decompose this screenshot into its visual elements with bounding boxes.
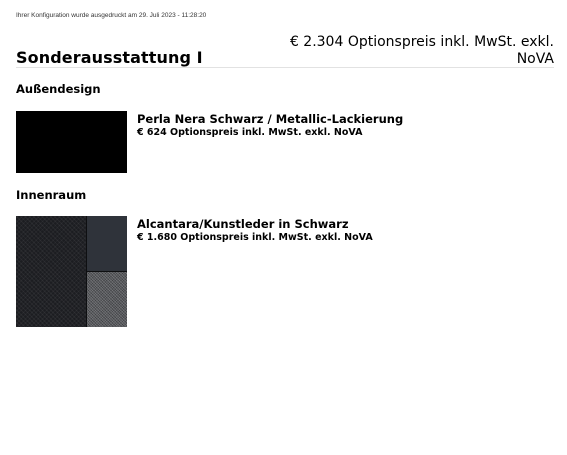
alcantara-texture	[16, 216, 86, 327]
option-item-name: Alcantara/Kunstleder in Schwarz	[137, 217, 349, 231]
option-item-upholstery	[16, 216, 554, 327]
section-heading-exterior: Außendesign	[16, 82, 101, 96]
upholstery-material-swatch	[16, 216, 127, 327]
option-item-price: € 1.680 Optionspreis inkl. MwSt. exkl. NoVA	[137, 232, 373, 243]
print-timestamp-note: Ihrer Konfiguration wurde ausgedruckt am 29. Juli 2023 - 11:28:20	[16, 12, 207, 19]
option-item-price: € 624 Optionspreis inkl. MwSt. exkl. NoVA	[137, 127, 363, 138]
page-header	[16, 34, 554, 68]
page-title: Sonderausstattung I	[16, 48, 203, 67]
fabric-weave-texture	[86, 271, 127, 327]
total-option-price: € 2.304 Optionspreis inkl. MwSt. exkl. NoVA	[289, 34, 554, 67]
option-item-paint	[16, 111, 554, 173]
option-item-name: Perla Nera Schwarz / Metallic-Lackierung	[137, 112, 404, 126]
paint-color-swatch	[16, 111, 127, 173]
leatherette-texture	[86, 216, 127, 271]
section-heading-interior: Innenraum	[16, 188, 87, 202]
